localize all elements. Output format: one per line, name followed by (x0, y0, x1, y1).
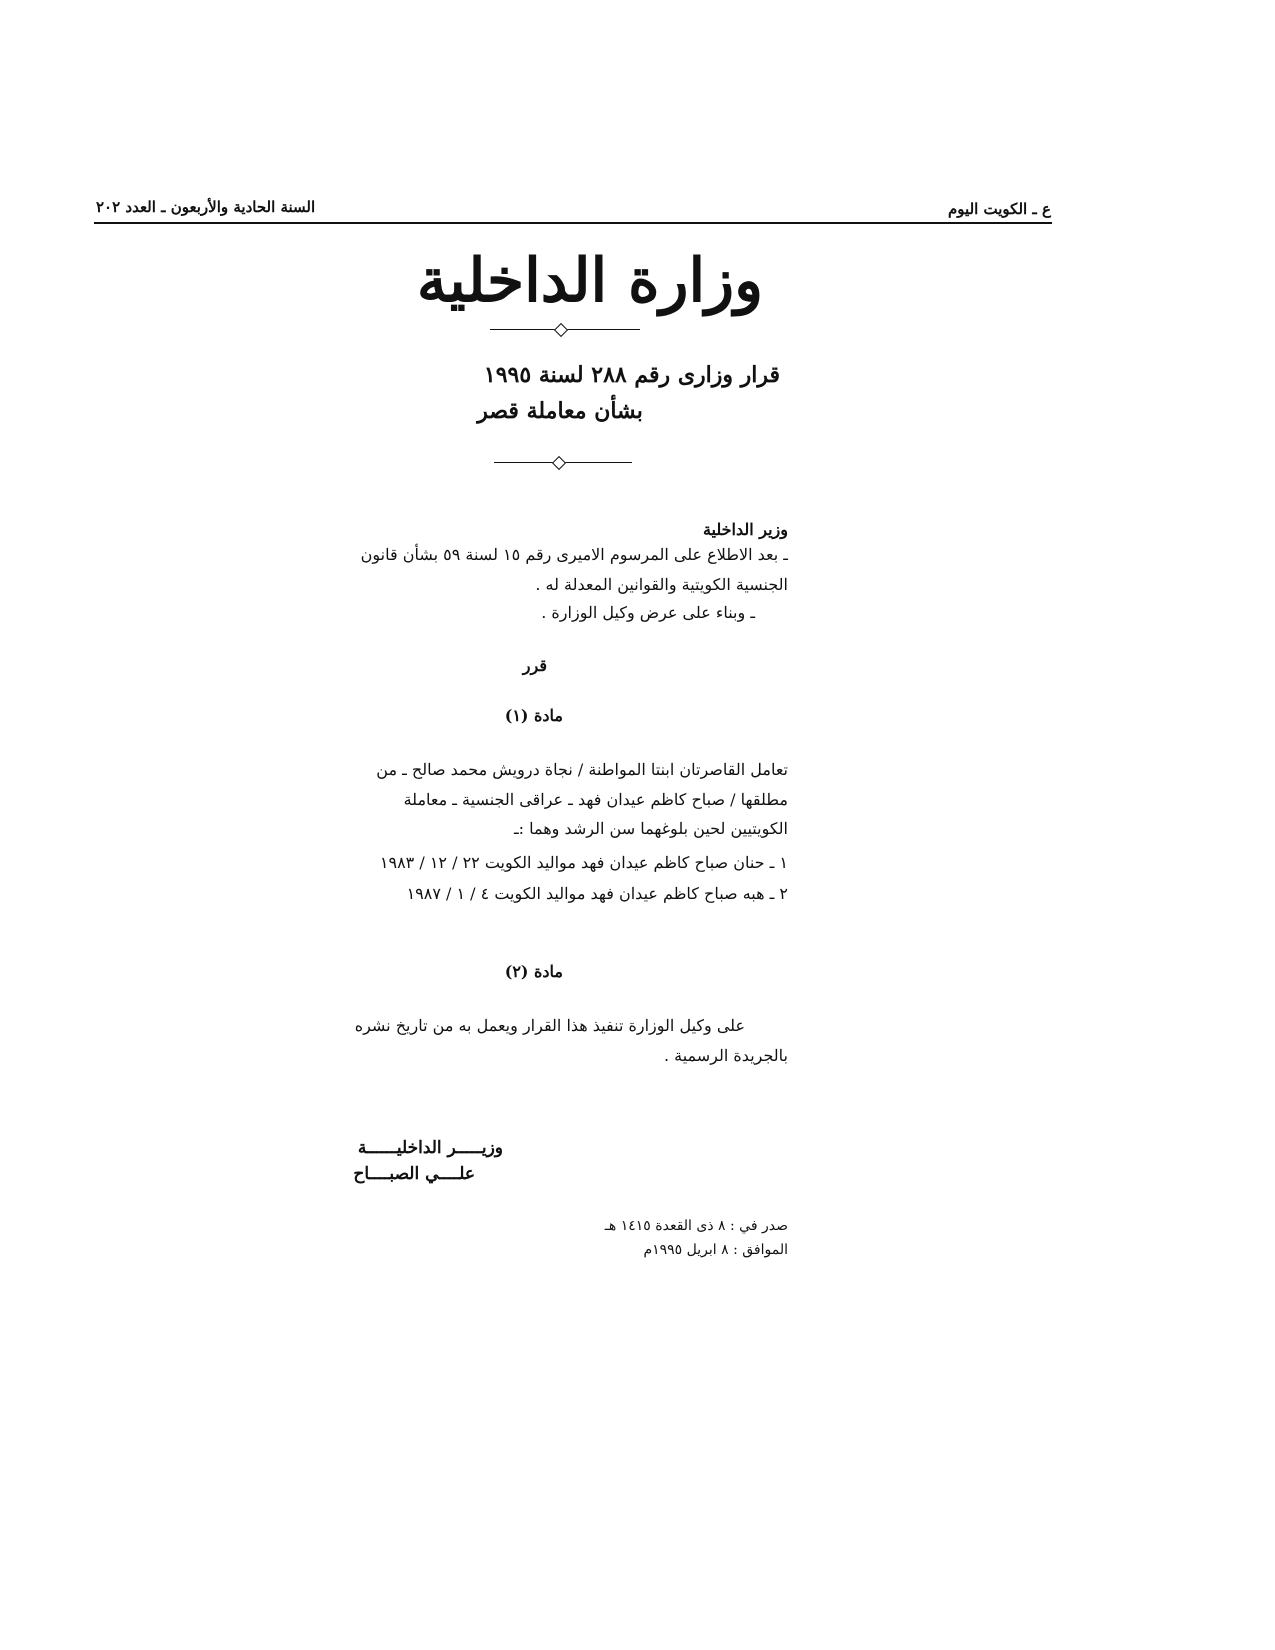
article-2-line-2: بالجريدة الرسمية . (663, 1046, 788, 1065)
decided-heading: قرر (522, 656, 547, 675)
ministry-heading: وزارة الداخلية (416, 246, 764, 316)
article-1-heading: مادة (١) (504, 706, 563, 725)
article-1-line-2: مطلقها / صباح كاظم عيدان فهد ـ عراقى الجنسية ـ معاملة (403, 790, 788, 809)
preamble-line-2: الجنسية الكويتية والقوانين المعدلة له . (535, 575, 788, 594)
issue-date-hijri: صدر في : ٨ ذى القعدة ١٤١٥ هـ (604, 1218, 788, 1234)
header-rule (94, 222, 1052, 224)
signature-name: علــــي الصبــــاح (353, 1164, 475, 1184)
minister-heading: وزير الداخلية (702, 520, 788, 539)
article-2-heading: مادة (٢) (504, 962, 563, 981)
decision-subject: بشأن معاملة قصر (477, 398, 643, 424)
ornament-divider-top (490, 329, 640, 330)
signature-title: وزيـــــر الداخليــــــة (357, 1138, 503, 1158)
issue-date-gregorian: الموافق : ٨ ابريل ١٩٩٥م (643, 1242, 788, 1258)
preamble-line-1: ـ بعد الاطلاع على المرسوم الاميرى رقم ١٥ لسنة ٥٩ بشأن قانون (360, 545, 788, 564)
preamble-line-3: ـ وبناء على عرض وكيل الوزارة . (541, 603, 755, 622)
article-1-line-3: الكويتيين لحين بلوغهما سن الرشد وهما :ـ (513, 819, 788, 838)
article-1-line-1: تعامل القاصرتان ابنتا المواطنة / نجاة درويش محمد صالح ـ من (376, 760, 788, 779)
article-1-item-2: ٢ ـ هبه صباح كاظم عيدان فهد مواليد الكويت ٤ / ١ / ١٩٨٧ (406, 884, 788, 903)
article-2-line-1: على وكيل الوزارة تنفيذ هذا القرار ويعمل به من تاريخ نشره (354, 1016, 745, 1035)
decision-title: قرار وزارى رقم ٢٨٨ لسنة ١٩٩٥ (483, 362, 781, 388)
publication-name: ع ـ الكويت اليوم (948, 200, 1051, 218)
issue-info: السنة الحادية والأربعون ـ العدد ٢٠٢ (96, 198, 316, 216)
article-1-item-1: ١ ـ حنان صباح كاظم عيدان فهد مواليد الكويت ٢٢ / ١٢ / ١٩٨٣ (379, 853, 788, 872)
ornament-divider-bottom (494, 462, 632, 463)
